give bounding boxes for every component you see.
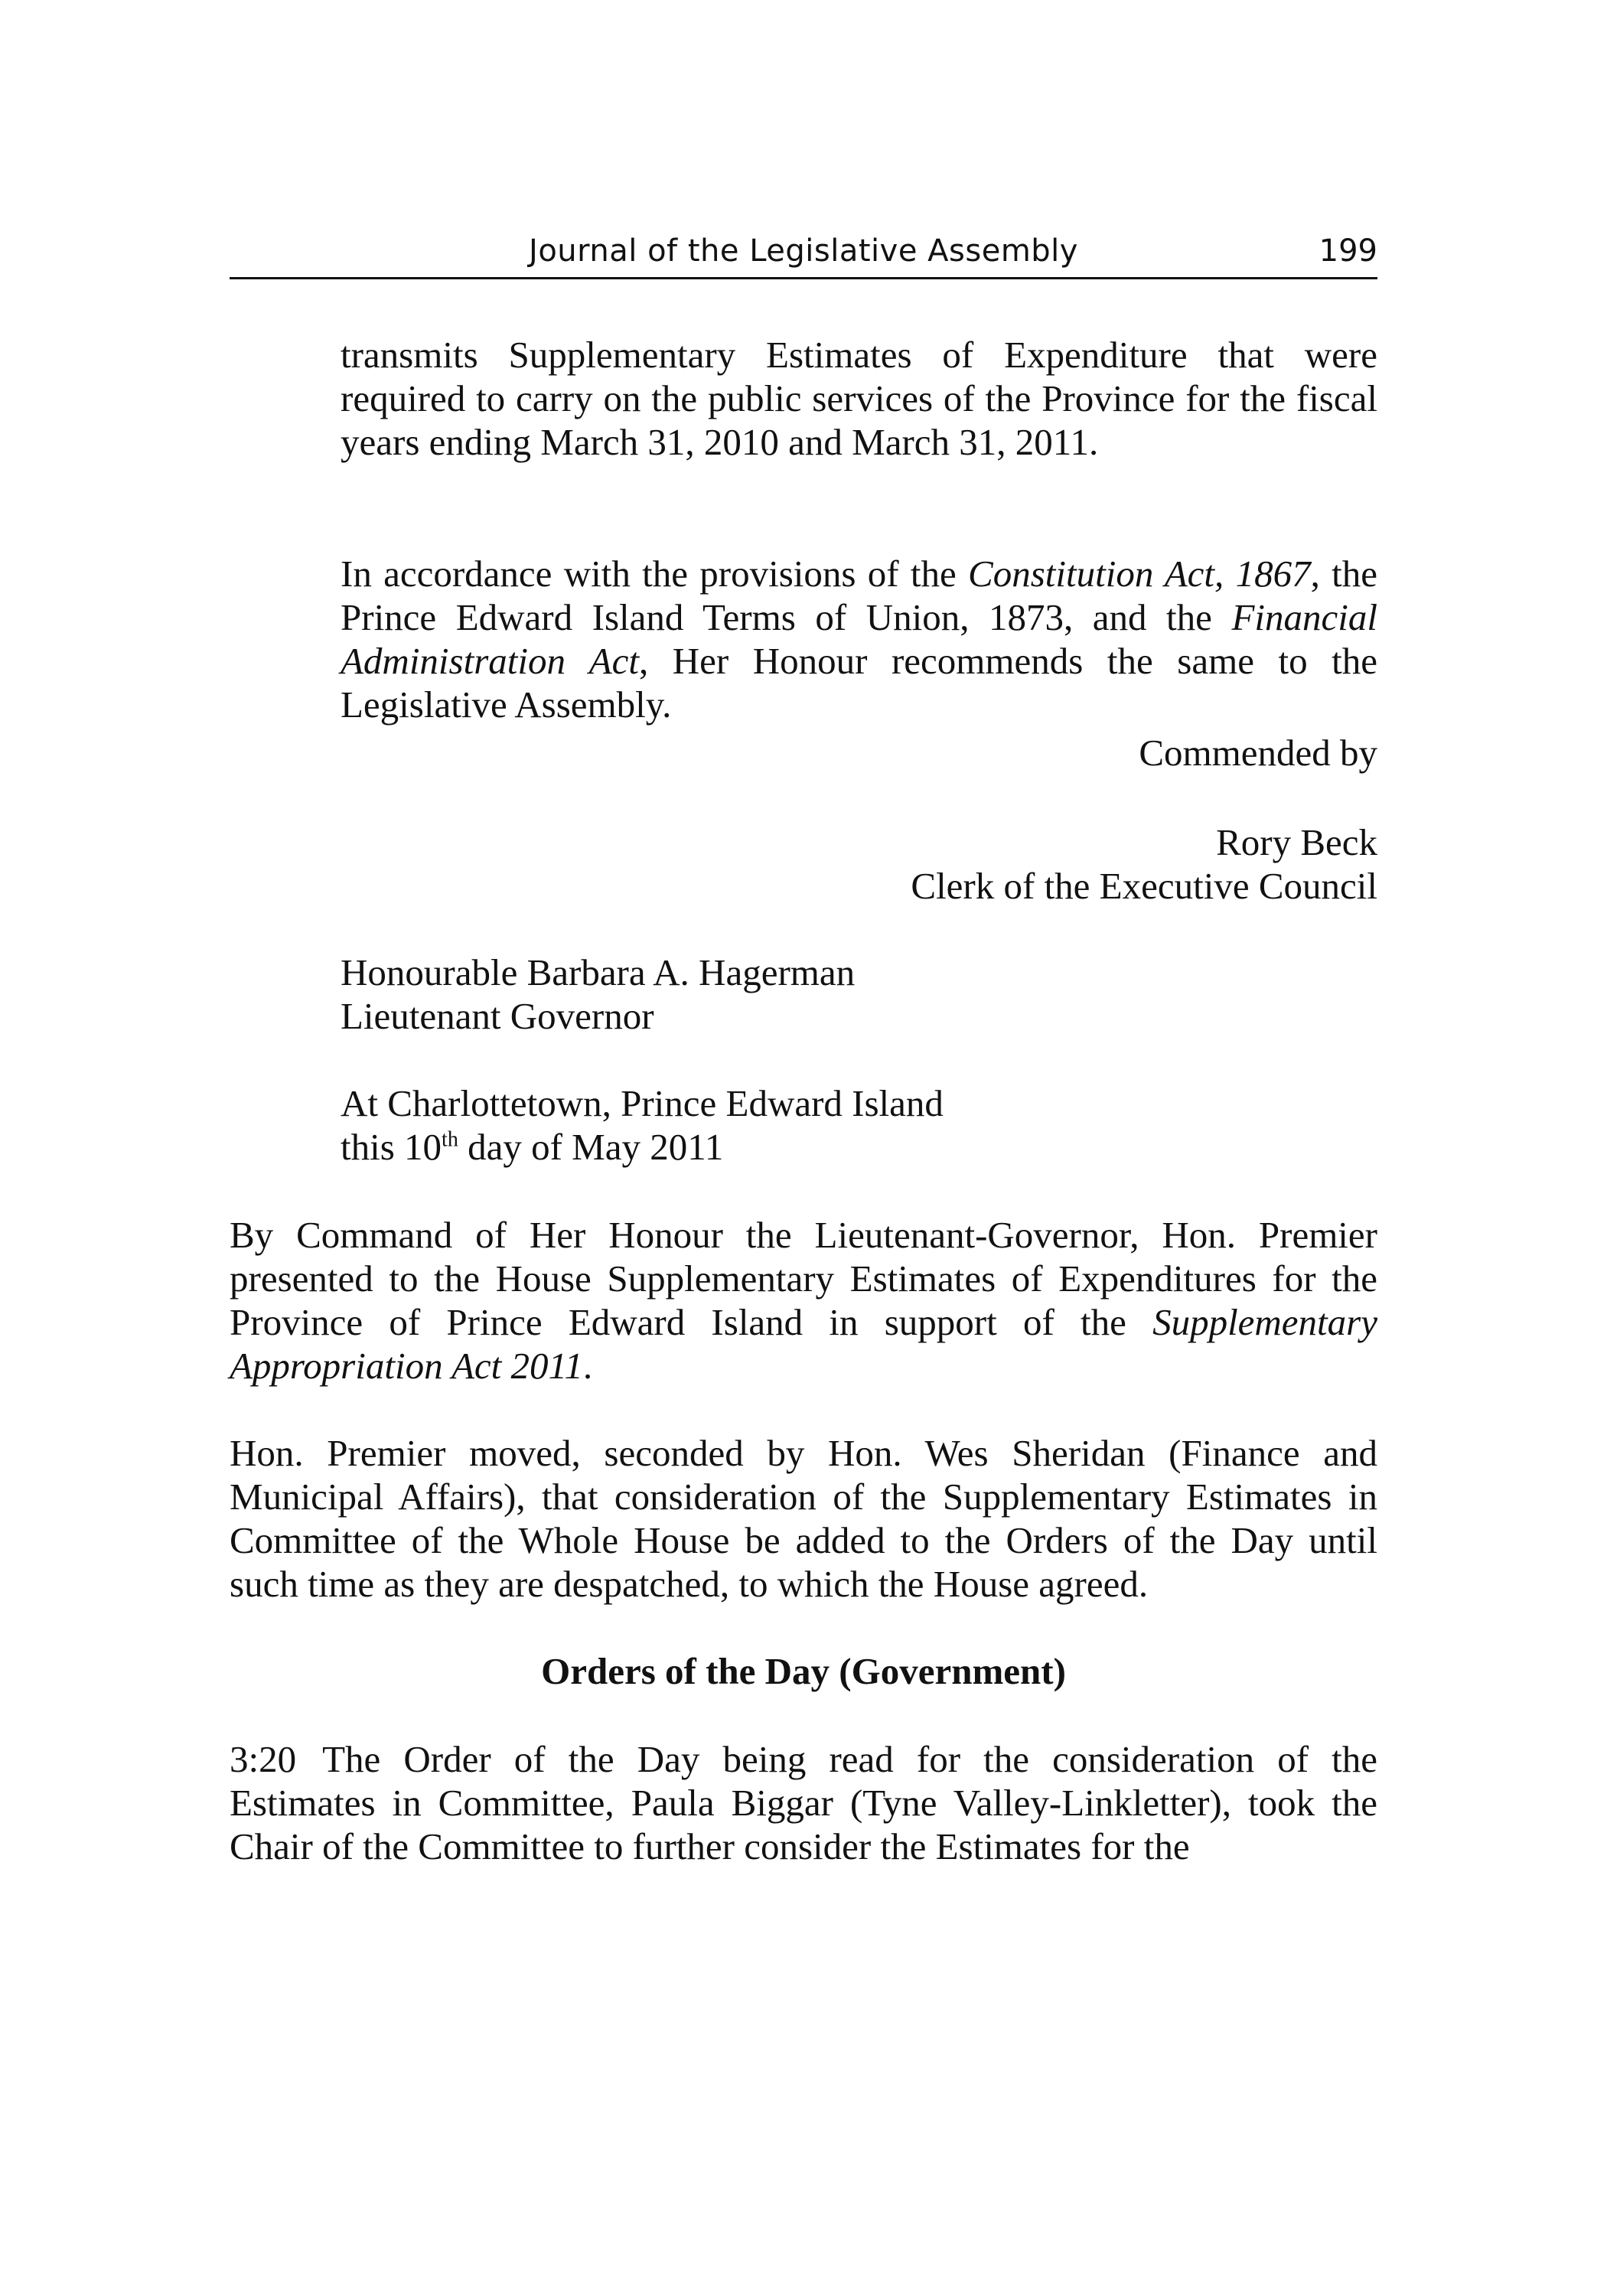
by-command-text: By Command of Her Honour the Lieutenant-Governor, Hon. Premier presented to the House Supplementary Estimates of Expenditures for the Province of Prince Edward Island in support of the xyxy=(230,1214,1377,1343)
constitution-paragraph xyxy=(341,552,1377,726)
by-command-paragraph xyxy=(230,1213,1377,1388)
commended-by: Commended by xyxy=(1139,732,1377,774)
place: At Charlottetown, Prince Edward Island xyxy=(341,1082,944,1124)
addressee-name: Honourable Barbara A. Hagerman xyxy=(341,951,856,993)
date-ordinal: th xyxy=(442,1127,458,1152)
place-date-block xyxy=(341,1081,1377,1169)
running-header xyxy=(230,230,1377,279)
date-rest: day of May 2011 xyxy=(458,1126,724,1168)
addressee-block xyxy=(341,951,1377,1038)
addressee-title: Lieutenant Governor xyxy=(341,995,654,1037)
constitution-act-title: Constitution Act, 1867 xyxy=(968,553,1311,595)
orders-text: The Order of the Day being read for the consideration of the Estimates in Committee, Paula Biggar (Tyne Valley-Linkletter), took the Chair of the Committee to further consider the Estimates for the xyxy=(230,1738,1377,1867)
motion-paragraph: Hon. Premier moved, seconded by Hon. Wes Sheridan (Finance and Municipal Affairs), that consideration of the Supplementary Estimates in Committee of the Whole House be added to the Orders of the Day until such time as they are despatched, to which the House agreed. xyxy=(230,1432,1377,1605)
constitution-text-part-2: , the Prince Edward Island Terms of Union, 1873, and the xyxy=(341,553,1377,638)
signatory-name: Rory Beck xyxy=(1216,821,1377,863)
constitution-text-part-1: In accordance with the provisions of the xyxy=(341,553,969,595)
constitution-text-part-3: , Her Honour recommends the same to the Legislative Assembly. xyxy=(341,640,1377,726)
by-command-end: . xyxy=(582,1345,593,1387)
financial-act-title: Financial Administration Act xyxy=(341,596,1377,682)
section-heading: Orders of the Day (Government) xyxy=(541,1650,1066,1692)
orders-paragraph xyxy=(230,1737,1377,1868)
orders-time: 3:20 xyxy=(230,1738,297,1780)
signatory-block xyxy=(230,820,1377,908)
date-prefix: this 10 xyxy=(341,1126,442,1168)
transmittal-paragraph: transmits Supplementary Estimates of Expenditure that were required to carry on the public services of the Province for the fiscal years ending March 31, 2010 and March 31, 2011. xyxy=(341,334,1377,463)
date xyxy=(341,1125,1377,1169)
page-number: 199 xyxy=(1319,233,1377,269)
signatory-title: Clerk of the Executive Council xyxy=(911,865,1377,907)
journal-title: Journal of the Legislative Assembly xyxy=(529,233,1078,269)
supplementary-act-title: Supplementary Appropriation Act 2011 xyxy=(230,1301,1377,1387)
